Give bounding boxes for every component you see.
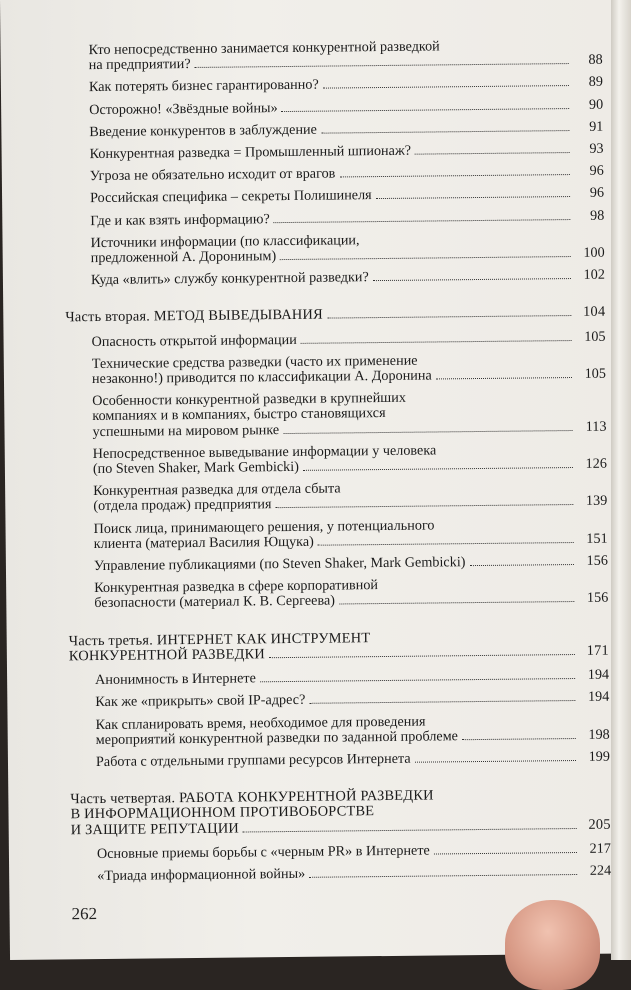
toc-entry-title-line: безопасности (материал К. В. Сергеева) [94,593,336,612]
toc-entry-title-line: Конкурентная разведка для отдела сбыта [93,480,341,500]
toc-entry [64,164,604,185]
toc-entry-page: 91 [589,118,604,135]
dot-leader [436,377,572,379]
dot-leader [195,63,569,68]
toc-entry-page: 194 [587,666,610,683]
dot-leader [415,152,570,155]
toc-part-heading-title-line: КОНКУРЕНТНОЙ РАЗВЕДКИ [68,646,266,665]
toc-entry [71,841,611,862]
toc-part-heading-title-line: Часть вторая. МЕТОД ВЫВЕДЫВАНИЯ [65,307,323,326]
toc-entry-title-line: (отдела продаж) предприятия [93,496,272,515]
toc-part-heading-title-line: В ИНФОРМАЦИОННОМ ПРОТИВОБОРСТВЕ [70,803,375,823]
toc-entry [70,750,610,771]
toc-entry-page: 126 [585,455,607,472]
toc-entry [70,712,610,748]
toc-entry-title-line: Российская специфика – секреты Полишинеля [89,187,372,207]
toc-part-heading-page: 104 [583,304,606,321]
dot-leader [282,108,570,112]
toc-entry-page: 102 [583,266,605,284]
toc-entry-title-line: (по Steven Shaker, Mark Gembicki) [92,458,299,478]
toc-entry-title-line: Технические средства разведки (часто их применение [91,352,418,372]
toc-entry [68,554,608,575]
toc-entry [69,668,609,689]
toc-entry-title-line: компаниях и в компаниях, быстро становящихся [92,405,386,425]
toc-entry-page: 96 [589,162,604,180]
toc-entry-page: 156 [586,552,608,569]
dot-leader [301,340,572,344]
toc-entry [67,516,607,552]
toc-part-heading [65,305,605,326]
toc-entry-page: 88 [588,51,603,69]
toc-entry-page: 98 [590,207,605,224]
toc-section [69,628,610,770]
toc-entry-title-line: клиента (материал Василия Ющука) [93,533,314,552]
dot-leader [373,278,571,281]
toc-entry-page: 217 [589,840,612,857]
toc-entry [64,231,604,267]
toc-entry-page: 199 [588,748,611,765]
toc-entry-title-line: Как спланировать время, необходимое для проведения [95,713,426,733]
toc-entry [67,442,607,478]
page-edge [611,0,631,960]
toc-entry-page: 198 [588,726,610,743]
dot-leader [415,760,576,763]
toc-entry [71,864,611,885]
toc-entry-page: 224 [589,862,612,879]
dot-leader [318,542,574,546]
toc-entry-title-line: Поиск лица, принимающего решения, у потенциального [93,517,435,537]
toc-part-heading-page: 171 [586,642,609,659]
toc-entry-title-line: Кто непосредственно занимается конкурентной разведкой [88,38,440,59]
toc-entry-page: 100 [583,244,605,261]
toc-entry-title-line: Работа с отдельными группами ресурсов Интернета [95,750,411,770]
dot-leader [303,467,573,471]
dot-leader [274,219,571,223]
toc-section [70,787,611,885]
dot-leader [309,700,575,704]
toc-entry-title-line: мероприятий конкурентной разведки по заданной проблеме [95,727,459,748]
toc-entry-title-line: Осторожно! «Звёздные войны» [89,99,278,118]
dot-leader [434,852,577,854]
toc-section [65,305,608,612]
toc-part-heading-title-line: И ЗАЩИТЕ РЕПУТАЦИИ [70,820,240,838]
toc-part-heading-page: 205 [588,816,611,833]
toc-entry [66,389,606,440]
toc-entry-title-line: Особенности конкурентной разведки в крупнейших [92,390,406,410]
toc-entry [69,690,609,711]
toc-entry-page: 93 [589,140,604,157]
toc-entry [63,97,603,118]
toc-part-heading [70,787,610,838]
dot-leader [469,564,573,566]
toc-entry [63,120,603,141]
toc-entry-title-line: Опасность открытой информации [91,331,297,350]
dot-leader [376,196,570,199]
toc-entry-title-line: Угроза не обязательно исходит от врагов [89,165,336,185]
toc-entry-title-line: Непосредственное выведывание информации у человека [92,442,437,462]
toc-entry-title-line: Как потерять бизнес гарантированно? [88,77,319,96]
toc-entry-page: 90 [588,96,604,113]
toc-entry-title-line: Конкурентная разведка в сфере корпоративной [94,577,379,597]
dot-leader [462,738,576,740]
toc-entry-page: 105 [584,365,607,382]
dot-leader [321,130,569,134]
toc-entry-title-line: незаконно!) приводится по классификации А. Доронина [91,367,432,388]
dot-leader [323,85,569,89]
toc-entry-page: 113 [585,418,607,435]
table-of-contents [62,38,611,907]
toc-entry [63,75,603,96]
dot-leader [283,430,572,434]
dot-leader [339,174,569,177]
dot-leader [269,654,575,658]
toc-entry [62,38,602,74]
toc-entry-title-line: на предприятии? [88,56,191,74]
toc-entry [66,352,606,388]
toc-entry-title-line: предложенной А. Дорониным) [90,248,277,267]
toc-entry-title-line: Конкурентная разведка = Промышленный шпионаж? [89,142,412,163]
toc-entry-title-line: Введение конкурентов в заблуждение [89,121,317,140]
toc-part-heading-title-line: Часть третья. ИНТЕРНЕТ КАК ИНСТРУМЕНТ [68,629,371,650]
toc-entry [67,479,607,515]
toc-entry [65,268,605,289]
toc-part-heading [69,628,609,664]
dot-leader [276,504,574,508]
toc-entry-title-line: успешными на мировом рынке [92,421,280,440]
toc-entry [66,329,606,350]
toc-entry-page: 96 [589,185,605,202]
toc-entry-page: 194 [587,688,610,706]
dot-leader [309,874,577,878]
toc-entry-title-line: Как же «прикрыть» свой IP-адрес? [95,692,306,711]
dot-leader [339,602,574,605]
dot-leader [280,256,571,260]
toc-entry-title-line: «Триада информационной войны» [97,865,306,884]
toc-entry-title-line: Куда «влить» службу конкурентной разведки? [90,269,369,289]
toc-entry [68,576,608,612]
toc-entry [64,186,604,207]
dot-leader [260,678,575,682]
toc-entry-page: 89 [588,74,603,91]
toc-entry-title-line: Основные приемы борьбы с «черным PR» в Интернете [96,842,430,862]
toc-entry-title-line: Анонимность в Интернете [95,670,256,689]
toc-entry-page: 139 [585,493,608,510]
dot-leader [243,828,577,832]
dot-leader [327,315,571,319]
toc-entry-page: 151 [586,530,608,547]
toc-entry-title-line: Управление публикациями (по Steven Shaker, Mark Gembicki) [93,554,466,575]
toc-entry-page: 156 [586,590,609,607]
toc-entry-title-line: Источники информации (по классификации, [90,232,360,251]
toc-entry [64,208,604,229]
toc-entry [64,142,604,163]
toc-section [62,38,605,289]
toc-entry-title-line: Где и как взять информацию? [90,210,270,229]
toc-entry-page: 105 [584,328,606,345]
finger-image [505,900,600,990]
toc-part-heading-title-line: Часть четвертая. РАБОТА КОНКУРЕНТНОЙ РАЗВЕДКИ [70,787,434,808]
page-number: 262 [71,904,98,924]
